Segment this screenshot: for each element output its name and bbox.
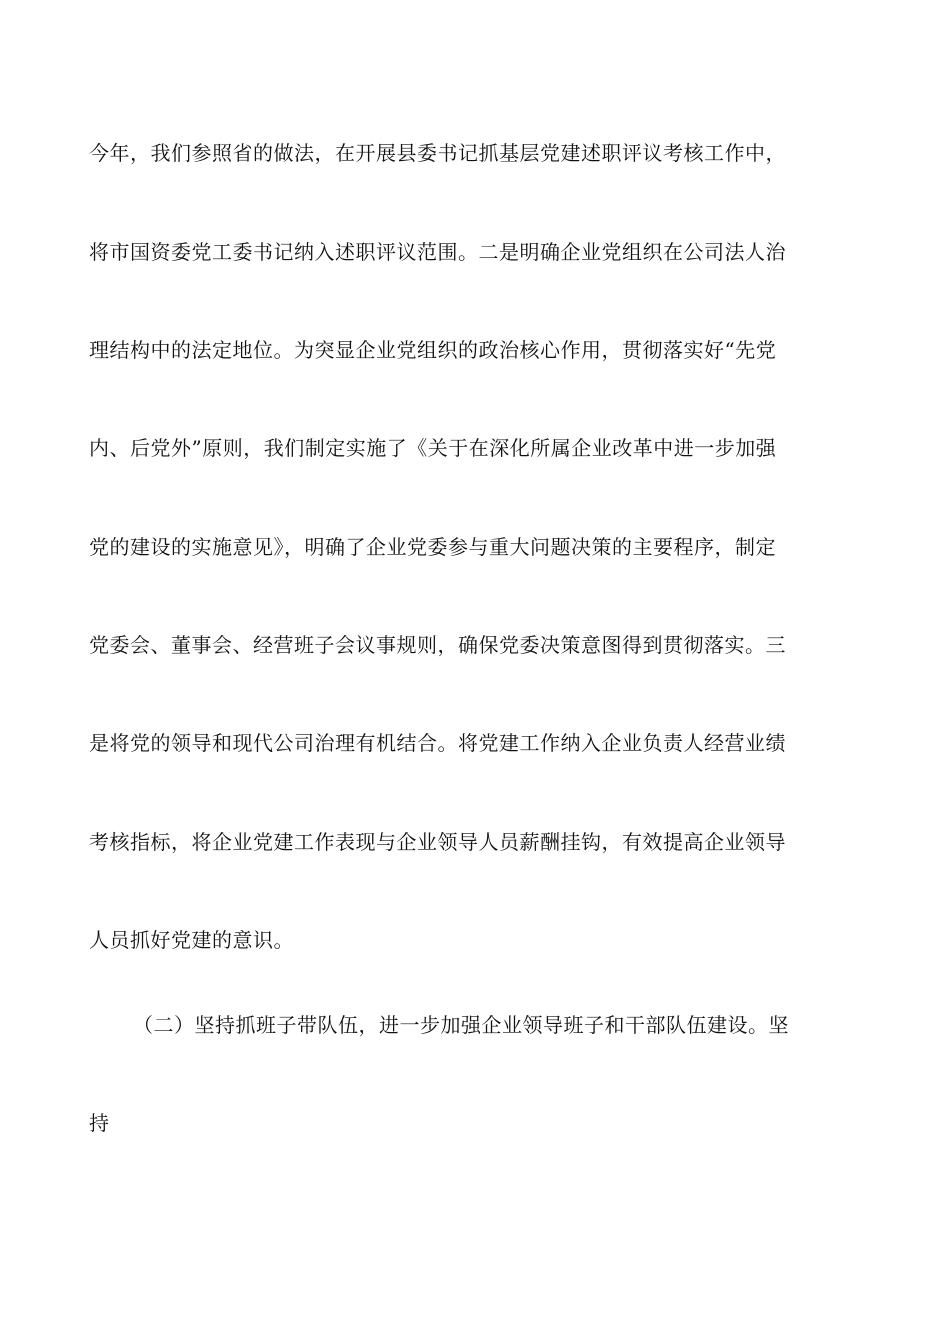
paragraph-line: 持: [89, 1111, 110, 1135]
paragraph-line: 党委会、董事会、经营班子会议事规则，确保党委决策意图得到贯彻落实。三: [89, 633, 786, 657]
paragraph-line: 人员抓好党建的意识。: [89, 928, 294, 952]
paragraph-line: 今年，我们参照省的做法，在开展县委书记抓基层党建述职评议考核工作中，: [89, 141, 786, 165]
paragraph-line: 将市国资委党工委书记纳入述职评议范围。二是明确企业党组织在公司法人治: [89, 240, 786, 264]
paragraph-line: 理结构中的法定地位。为突显企业党组织的政治核心作用，贯彻落实好“先党: [89, 338, 777, 362]
paragraph-line: 党的建设的实施意见》，明确了企业党委参与重大问题决策的主要程序，制定: [89, 535, 776, 559]
paragraph-line: 考核指标，将企业党建工作表现与企业领导人员薪酬挂钩，有效提高企业领导: [89, 830, 786, 854]
paragraph-line: 内、后党外”原则，我们制定实施了《关于在深化所属企业改革中进一步加强: [89, 436, 777, 460]
paragraph-line: 是将党的领导和现代公司治理有机结合。将党建工作纳入企业负责人经营业绩: [89, 731, 786, 755]
section-heading-line: （二）坚持抓班子带队伍，进一步加强企业领导班子和干部队伍建设。坚: [133, 1013, 789, 1037]
